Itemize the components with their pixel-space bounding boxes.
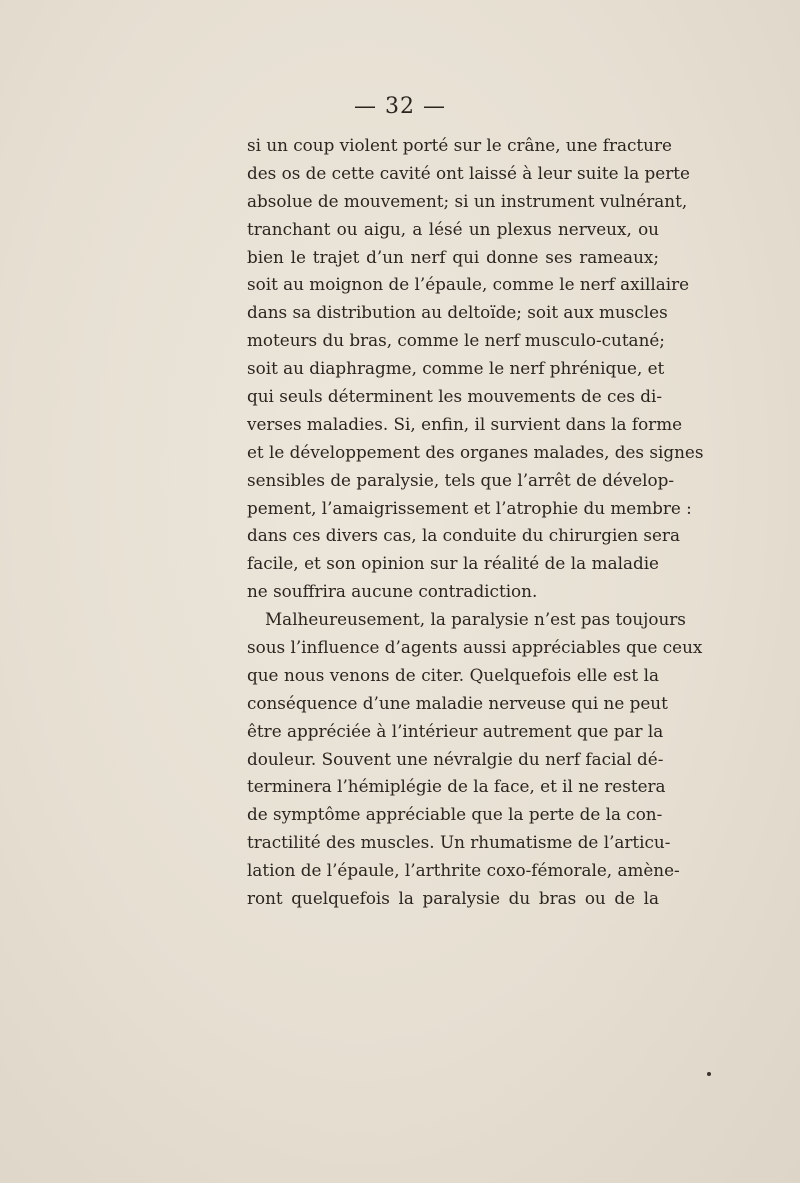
- text-line: qui seuls déterminent les mouvements de ces di-: [247, 386, 663, 407]
- body-text: [247, 132, 704, 913]
- text-line: bien le trajet d’un nerf qui donne ses rameaux;: [247, 246, 659, 267]
- text-line: ne souffrira aucune contradiction.: [247, 581, 538, 602]
- text-line: Malheureusement, la paralysie n’est pas toujours: [265, 609, 686, 630]
- text-line: moteurs du bras, comme le nerf musculo-cutané;: [247, 330, 665, 351]
- text-line: dans ces divers cas, la conduite du chirurgien sera: [247, 525, 680, 546]
- text-line: facile, et son opinion sur la réalité de la maladie: [247, 553, 659, 574]
- text-line: verses maladies. Si, enfin, il survient dans la forme: [247, 413, 683, 434]
- text-line: et le développement des organes malades, des signes: [247, 441, 704, 462]
- text-line: conséquence d’une maladie nerveuse qui ne peut: [247, 692, 668, 713]
- paragraph-2: [247, 606, 703, 913]
- text-line: absolue de mouvement; si un instrument vulnérant,: [247, 190, 688, 211]
- text-line: des os de cette cavité ont laissé à leur suite la perte: [247, 162, 690, 183]
- text-line: si un coup violent porté sur le crâne, une fracture: [247, 135, 672, 155]
- text-line: douleur. Souvent une névralgie du nerf facial dé-: [247, 748, 664, 769]
- paragraph-1: [247, 132, 704, 606]
- ink-speck: [707, 1072, 711, 1076]
- text-line: sensibles de paralysie, tels que l’arrêt de dévelop-: [247, 469, 675, 490]
- text-line: lation de l’épaule, l’arthrite coxo-fémorale, amène-: [247, 860, 680, 881]
- text-line: tranchant ou aigu, a lésé un plexus nerveux, ou: [247, 218, 659, 239]
- text-line: sous l’influence d’agents aussi appréciables que ceux: [247, 637, 703, 658]
- text-line: soit au diaphragme, comme le nerf phrénique, et: [247, 358, 665, 379]
- text-line: de symptôme appréciable que la perte de la con-: [247, 804, 663, 825]
- text-line: terminera l’hémiplégie de la face, et il ne restera: [247, 776, 666, 797]
- text-line: que nous venons de citer. Quelquefois elle est la: [247, 664, 659, 685]
- text-line: être appréciée à l’intérieur autrement que par la: [247, 720, 664, 741]
- text-line: soit au moignon de l’épaule, comme le nerf axillaire: [247, 274, 690, 295]
- text-line: tractilité des muscles. Un rhumatisme de l’articu-: [247, 832, 671, 853]
- text-line: ront quelquefois la paralysie du bras ou de la: [247, 888, 659, 909]
- page-number: — 32 —: [354, 94, 446, 119]
- text-line: pement, l’amaigrissement et l’atrophie du membre :: [247, 497, 692, 518]
- text-line: dans sa distribution au deltoïde; soit aux muscles: [247, 302, 668, 323]
